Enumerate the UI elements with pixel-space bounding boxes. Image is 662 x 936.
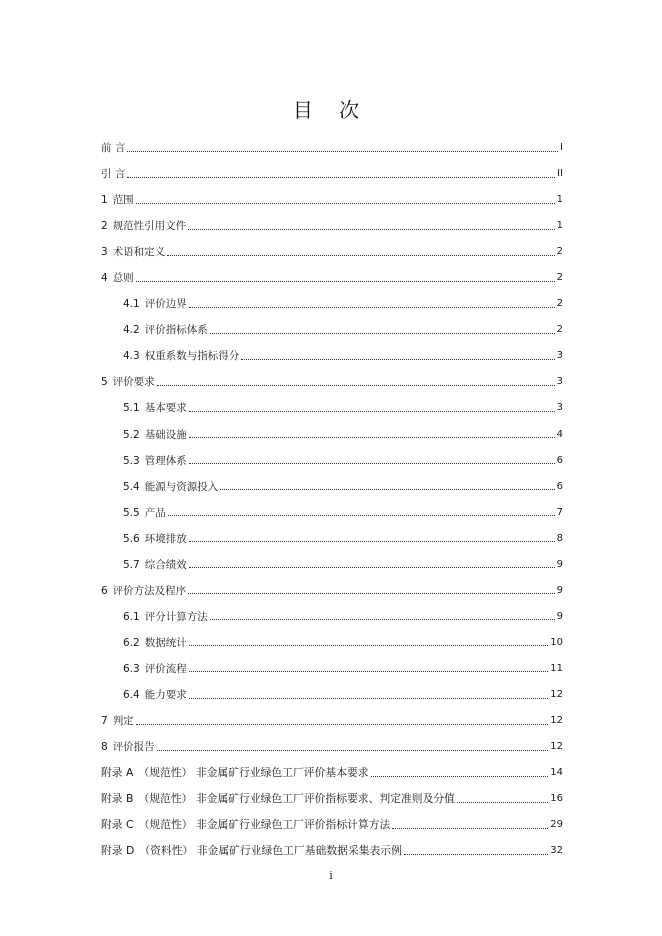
toc-entry-title xyxy=(123,454,187,468)
toc-entry[interactable] xyxy=(101,474,563,500)
toc-entry[interactable] xyxy=(101,604,563,630)
dot-leader xyxy=(189,567,555,568)
toc-entry[interactable] xyxy=(101,213,563,239)
dot-leader xyxy=(127,151,558,152)
toc-entry-number: 附录 C xyxy=(101,818,134,832)
toc-entry[interactable] xyxy=(101,630,563,656)
toc-entry-label: 术语和定义 xyxy=(112,246,166,259)
dot-leader xyxy=(127,177,555,178)
toc-entry-number: 6 xyxy=(101,584,108,597)
toc-entry-title xyxy=(101,219,186,233)
toc-entry-label: 管理体系 xyxy=(144,454,187,467)
toc-entry-page: 8 xyxy=(556,532,563,544)
toc-entry-number: 4.2 xyxy=(123,324,140,337)
toc-entry-number: 4.1 xyxy=(123,298,140,311)
dot-leader xyxy=(188,229,554,230)
toc-entry-title xyxy=(101,271,134,285)
toc-entry-title xyxy=(123,532,187,546)
toc-entry-page: 12 xyxy=(550,715,563,727)
toc-entry-label: 能源与资源投入 xyxy=(144,480,219,493)
toc-entry-page: 9 xyxy=(556,610,563,622)
toc-entry-title xyxy=(123,558,187,572)
dot-leader xyxy=(210,619,555,620)
toc-entry[interactable] xyxy=(101,500,563,526)
dot-leader xyxy=(157,750,549,751)
toc-entry-label: 评价报告 xyxy=(112,741,155,754)
toc-entry-number: 5.7 xyxy=(123,558,140,571)
toc-entry-number: 2 xyxy=(101,220,108,233)
toc-entry-label: 权重系数与指标得分 xyxy=(144,350,240,363)
toc-entry-number: 4 xyxy=(101,272,108,285)
toc-entry-label: 能力要求 xyxy=(144,689,187,701)
toc-entry-label: 评价要求 xyxy=(112,376,155,389)
toc-entry-number: 6.1 xyxy=(123,610,140,623)
dot-leader xyxy=(136,724,549,725)
toc-entry[interactable] xyxy=(101,578,563,604)
dot-leader xyxy=(189,411,555,412)
toc-entry-page: 29 xyxy=(550,819,563,831)
page-title: 目 次 xyxy=(292,98,370,122)
toc-entry-title xyxy=(123,662,187,676)
dot-leader xyxy=(157,385,555,386)
toc-entry-page: 1 xyxy=(556,220,563,232)
toc-entry[interactable] xyxy=(101,369,563,395)
toc-entry-title xyxy=(101,714,134,728)
toc-entry-label: 评价边界 xyxy=(144,298,187,311)
toc-entry[interactable] xyxy=(101,343,563,369)
toc-entry-page: 2 xyxy=(556,272,563,284)
toc-entry[interactable] xyxy=(101,708,563,734)
dot-leader xyxy=(136,203,555,204)
toc-entry-page: 2 xyxy=(556,246,563,258)
toc-entry-label: 判定 xyxy=(112,715,134,728)
toc-entry[interactable] xyxy=(101,161,563,187)
toc-entry[interactable] xyxy=(101,526,563,552)
toc-entry-title xyxy=(123,428,187,442)
dot-leader xyxy=(392,828,548,829)
toc-entry-label: 产品 xyxy=(144,506,166,519)
toc-entry-label: （规范性） 非金属矿行业绿色工厂评价指标计算方法 xyxy=(138,818,391,832)
dot-leader xyxy=(189,541,555,542)
toc-entry-page: II xyxy=(557,168,563,180)
dot-leader xyxy=(220,489,554,490)
dot-leader xyxy=(188,593,554,594)
toc-entry[interactable] xyxy=(101,734,563,760)
toc-entry-page: 2 xyxy=(556,298,563,310)
toc-entry[interactable] xyxy=(101,291,563,317)
dot-leader xyxy=(371,776,549,777)
toc-entry-title xyxy=(123,401,187,415)
toc-entry-page: 16 xyxy=(550,793,563,805)
toc-entry-title xyxy=(123,688,187,702)
toc-entry-label: 基础设施 xyxy=(144,428,187,441)
toc-entry-label: 综合绩效 xyxy=(144,558,187,571)
toc-entry-page: 4 xyxy=(556,428,563,440)
toc-entry-label: 评价流程 xyxy=(144,662,187,675)
toc-entry-label: 前 言 xyxy=(101,142,126,155)
toc-entry-title xyxy=(101,375,155,389)
toc-entry-label: 规范性引用文件 xyxy=(112,220,187,233)
toc-entry[interactable] xyxy=(101,265,563,291)
toc-entry-title xyxy=(123,636,187,650)
dot-leader xyxy=(189,645,549,646)
toc-entry-page: 1 xyxy=(556,194,563,206)
toc-entry-title xyxy=(123,323,208,337)
toc-entry-number: 4.3 xyxy=(123,350,140,363)
toc-entry-number: 5.5 xyxy=(123,506,140,519)
toc-entry[interactable] xyxy=(101,838,563,864)
toc-entry-label: 评分计算方法 xyxy=(144,610,208,623)
toc-entry-number: 5.3 xyxy=(123,454,140,467)
toc-entry-page: 10 xyxy=(550,636,563,648)
dot-leader xyxy=(136,281,555,282)
toc-entry-page: 14 xyxy=(550,767,563,779)
toc-entry[interactable] xyxy=(101,812,563,838)
toc-entry-title xyxy=(123,610,208,624)
toc-entry-page: 3 xyxy=(556,350,563,362)
toc-entry-title xyxy=(101,245,165,259)
toc-entry-number: 6.4 xyxy=(123,689,140,701)
toc-entry-number: 5.6 xyxy=(123,532,140,545)
toc-entry-number: 5.1 xyxy=(123,402,140,415)
toc-entry-title xyxy=(101,844,402,858)
toc-entry-title xyxy=(101,167,125,181)
dot-leader xyxy=(189,307,555,308)
toc-entry-title xyxy=(123,349,239,363)
toc-entry-number: 3 xyxy=(101,246,108,259)
toc-entry[interactable] xyxy=(101,422,563,448)
toc-entry-label: 引 言 xyxy=(101,168,126,181)
toc-entry-number: 5 xyxy=(101,376,108,389)
toc-entry-label: 总则 xyxy=(112,272,134,285)
toc-entry-page: 3 xyxy=(556,376,563,388)
toc-entry[interactable] xyxy=(101,135,563,161)
toc-entry-label: （资料性） 非金属矿行业绿色工厂基础数据采集表示例 xyxy=(139,844,402,858)
dot-leader xyxy=(167,255,554,256)
toc-entry-number: 5.4 xyxy=(123,480,140,493)
toc-entry-label: 数据统计 xyxy=(144,636,187,649)
toc-entry-page: 11 xyxy=(550,662,563,674)
toc-entry-page: 7 xyxy=(556,506,563,518)
table-of-contents xyxy=(101,135,563,864)
toc-entry-number: 6.3 xyxy=(123,662,140,675)
toc-entry-page: 3 xyxy=(556,402,563,414)
dot-leader xyxy=(404,854,548,855)
toc-entry-number: 1 xyxy=(101,194,108,207)
dot-leader xyxy=(210,333,555,334)
toc-entry-title xyxy=(123,297,187,311)
page-number: i xyxy=(329,869,333,882)
toc-entry-page: 32 xyxy=(550,845,563,857)
dot-leader xyxy=(241,359,554,360)
toc-entry-title xyxy=(123,480,218,494)
toc-entry-title xyxy=(101,584,186,598)
toc-entry-label: （规范性） 非金属矿行业绿色工厂评价指标要求、判定准则及分值 xyxy=(138,792,455,806)
toc-entry-label: 范围 xyxy=(112,194,134,207)
toc-entry-number: 6.2 xyxy=(123,636,140,649)
toc-entry-label: 环境排放 xyxy=(144,532,187,545)
toc-entry[interactable] xyxy=(101,317,563,343)
toc-entry-title xyxy=(101,141,125,155)
toc-entry-page: 2 xyxy=(556,324,563,336)
toc-entry-title xyxy=(101,740,155,754)
dot-leader xyxy=(189,463,555,464)
toc-entry-page: 6 xyxy=(556,480,563,492)
toc-entry[interactable] xyxy=(101,786,563,812)
toc-entry-number: 5.2 xyxy=(123,428,140,441)
toc-entry-number: 8 xyxy=(101,741,108,754)
toc-entry-page: I xyxy=(560,142,563,154)
toc-entry-number: 附录 A xyxy=(101,766,134,780)
toc-entry-page: 9 xyxy=(556,558,563,570)
toc-entry[interactable] xyxy=(101,760,563,786)
toc-entry-label: 评价方法及程序 xyxy=(112,584,187,597)
toc-entry-title xyxy=(101,766,369,780)
toc-entry-title xyxy=(123,506,166,520)
dot-leader xyxy=(457,802,548,803)
toc-entry-page: 6 xyxy=(556,454,563,466)
toc-entry-title xyxy=(101,193,134,207)
dot-leader xyxy=(189,671,549,672)
toc-entry[interactable] xyxy=(101,395,563,421)
toc-entry[interactable] xyxy=(101,682,563,708)
toc-entry[interactable] xyxy=(101,239,563,265)
toc-entry-number: 附录 B xyxy=(101,792,134,806)
toc-entry-label: 评价指标体系 xyxy=(144,324,208,337)
toc-entry-number: 附录 D xyxy=(101,844,135,858)
toc-entry-page: 9 xyxy=(556,584,563,596)
toc-entry[interactable] xyxy=(101,448,563,474)
dot-leader xyxy=(189,698,549,699)
dot-leader xyxy=(189,437,555,438)
toc-entry[interactable] xyxy=(101,187,563,213)
toc-entry-title xyxy=(101,818,390,832)
dot-leader xyxy=(168,515,555,516)
toc-entry-label: （规范性） 非金属矿行业绿色工厂评价基本要求 xyxy=(138,766,369,780)
toc-entry-number: 7 xyxy=(101,715,108,728)
toc-entry[interactable] xyxy=(101,552,563,578)
toc-entry[interactable] xyxy=(101,656,563,682)
toc-entry-label: 基本要求 xyxy=(144,402,187,415)
toc-entry-page: 12 xyxy=(550,741,563,753)
toc-entry-title xyxy=(101,792,455,806)
toc-entry-page: 12 xyxy=(550,689,563,700)
